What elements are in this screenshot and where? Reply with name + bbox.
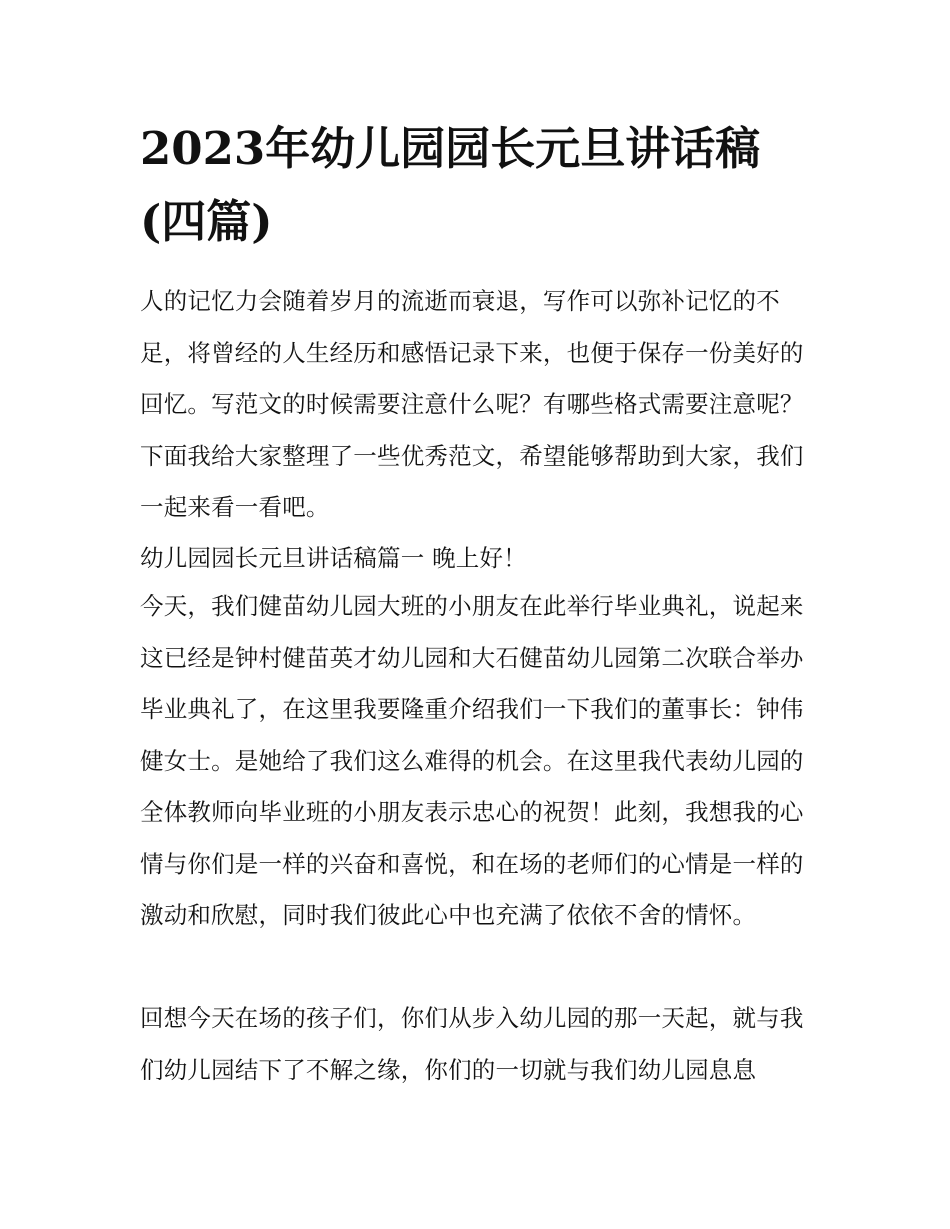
intro-paragraph: 人的记忆力会随着岁月的流逝而衰退，写作可以弥补记忆的不足，将曾经的人生经历和感悟记录下来，也便于保存一份美好的回忆。写范文的时候需要注意什么呢？有哪些格式需要注意呢？下面我给大家整理了一些优秀范文，希望能够帮助到大家，我们一起来看一看吧。 — [140, 287, 804, 521]
document-title: 2023年幼儿园园长元旦讲话稿(四篇) — [140, 122, 761, 248]
speech-paragraph-continued: 回想今天在场的孩子们，你们从步入幼儿园的那一天起，就与我们幼儿园结下了不解之缘，你们的一切就与我们幼儿园息息 — [140, 1004, 804, 1084]
speech-paragraph: 今天，我们健苗幼儿园大班的小朋友在此举行毕业典礼，说起来这已经是钟村健苗英才幼儿园和大石健苗幼儿园第二次联合举办毕业典礼了，在这里我要隆重介绍我们一下我们的董事长：钟伟健女士。是她给了我们这么难得的机会。在这里我代表幼儿园的全体教师向毕业班的小朋友表示忠心的祝贺！此刻，我想我的心情与你们是一样的兴奋和喜悦，和在场的老师们的心情是一样的激动和欣慰，同时我们彼此心中也充满了依依不舍的情怀。 — [140, 592, 804, 929]
section-heading-paragraph: 幼儿园园长元旦讲话稿篇一 晚上好！ — [140, 544, 527, 572]
